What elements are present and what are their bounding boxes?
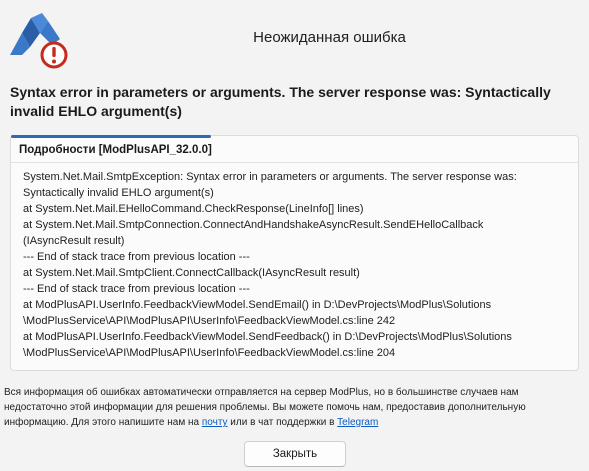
close-button[interactable]: Закрыть — [244, 441, 346, 467]
dialog-title: Неожиданная ошибка — [253, 29, 406, 46]
trace-line: at System.Net.Mail.EHelloCommand.CheckResponse(LineInfo[] lines) — [23, 203, 364, 215]
footer-line — [4, 415, 584, 430]
trace-line: \ModPlusService\API\ModPlusAPI\UserInfo\FeedbackViewModel.cs:line 204 — [23, 347, 396, 359]
trace-line: Syntactically invalid EHLO argument(s) — [23, 187, 214, 199]
dialog-header — [0, 0, 589, 78]
footer-info — [4, 385, 584, 430]
error-message: Syntax error in parameters or arguments. The server response was: Syntactically invalid EHLO argument(s) — [10, 84, 551, 119]
trace-line: --- End of stack trace from previous location --- — [23, 283, 250, 295]
trace-line: at System.Net.Mail.SmtpConnection.ConnectAndHandshakeAsyncResult.SendEHelloCallback — [23, 219, 484, 231]
trace-line: \ModPlusService\API\ModPlusAPI\UserInfo\FeedbackViewModel.cs:line 242 — [23, 315, 396, 327]
footer-line: Вся информация об ошибках автоматически отправляется на сервер ModPlus, но в большинстве случаев нам — [4, 387, 519, 398]
footer-line: недостаточно этой информации для решения проблемы. Вы можете помочь нам, предоставив дополнительную — [4, 402, 526, 413]
details-panel-accent — [11, 135, 211, 138]
trace-line: System.Net.Mail.SmtpException: Syntax error in parameters or arguments. The server response was: — [23, 171, 517, 183]
trace-line: --- End of stack trace from previous location --- — [23, 251, 250, 263]
details-panel[interactable] — [10, 135, 579, 371]
details-divider — [11, 162, 578, 163]
details-header: Подробности [ModPlusAPI_32.0.0] — [19, 144, 212, 156]
trace-line: at ModPlusAPI.UserInfo.FeedbackViewModel.SendEmail() in D:\DevProjects\ModPlus\Solutions — [23, 299, 492, 311]
footer-text: информацию. Для этого напишите нам на — [4, 417, 202, 428]
footer-text: или в чат поддержки в — [227, 417, 338, 428]
trace-line: (IAsyncResult result) — [23, 235, 125, 247]
trace-line: at ModPlusAPI.UserInfo.FeedbackViewModel.SendFeedback() in D:\DevProjects\ModPlus\Solutions — [23, 331, 512, 343]
error-badge-icon — [42, 43, 66, 67]
mail-link[interactable]: почту — [201, 417, 228, 428]
stack-trace-text — [23, 169, 568, 361]
trace-line: at System.Net.Mail.SmtpClient.ConnectCallback(IAsyncResult result) — [23, 267, 360, 279]
telegram-link[interactable]: Telegram — [337, 417, 379, 428]
